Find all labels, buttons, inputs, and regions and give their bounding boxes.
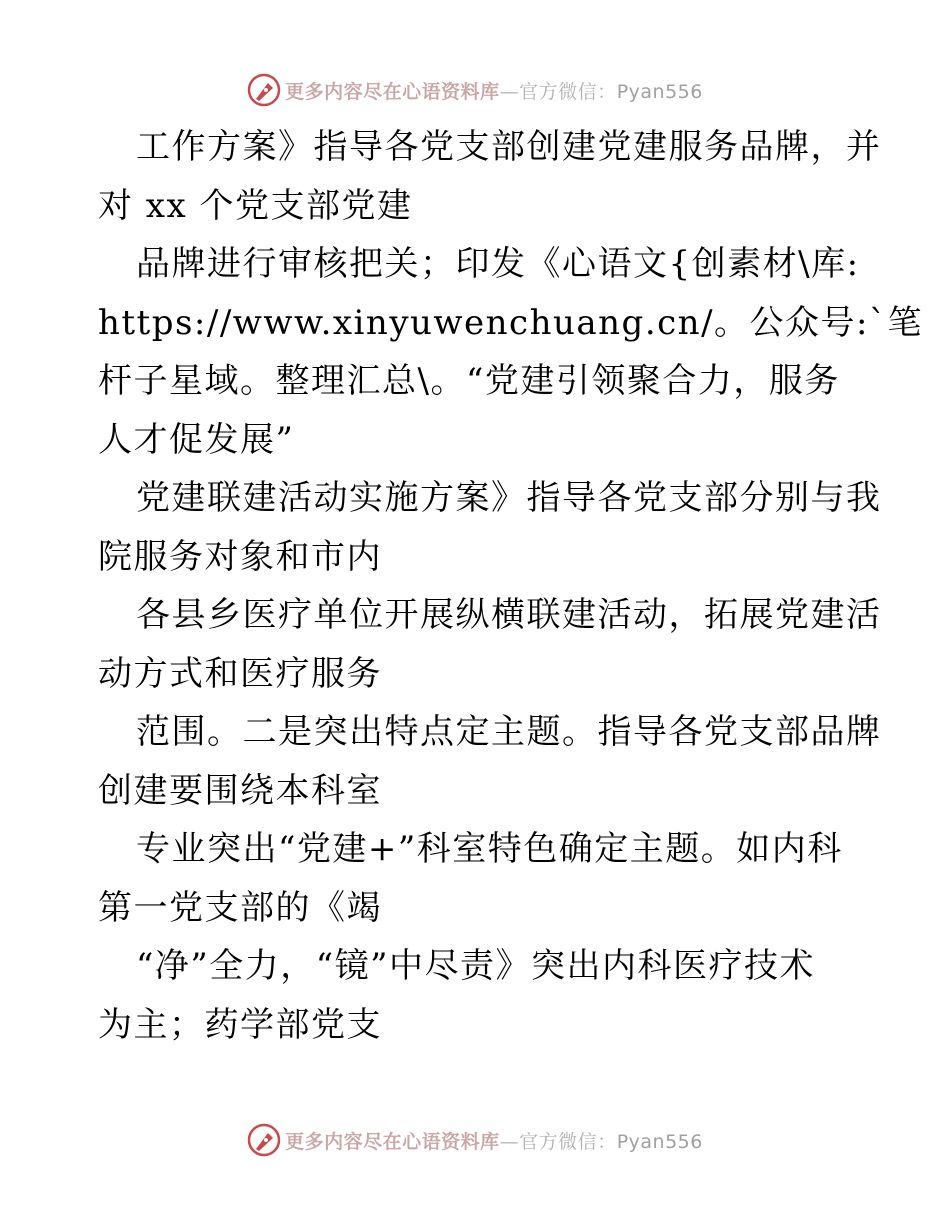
body-text-line: 范围。二是突出特点定主题。指导各党支部品牌 [136,712,882,752]
body-text-line: 创建要围绕本科室 [98,770,382,811]
body-text-line: 品牌进行审核把关；印发《心语文{创素材\库: [136,244,860,284]
header-banner-text [285,77,703,104]
footer-banner-side-text: 官方微信： [519,1130,617,1153]
body-text-line: https://www.xinyuwenchuang.cn/。公众号:`笔 [98,302,923,343]
footer-banner-account-id: Pyan556 [616,1130,703,1153]
pen-nib-logo-icon [247,1123,281,1157]
footer-banner-dash: — [499,1130,520,1153]
footer-banner-main-text: 更多内容尽在心语资料库 [285,1130,500,1153]
body-text-line: 各县乡医疗单位开展纵横联建活动，拓展党建活 [136,595,882,635]
footer-banner-text [285,1127,703,1154]
body-text-line: “净”全力，“镜”中尽责》突出内科医疗技术 [136,946,816,986]
header-banner-main-text: 更多内容尽在心语资料库 [285,80,500,103]
header-banner [0,72,950,108]
body-text-line: 对 xx 个党支部党建 [98,185,413,226]
body-text-line: 杆子星域。整理汇总\。“党建引领聚合力，服务 [98,361,840,401]
body-text-line: 为主；药学部党支 [98,1004,382,1045]
body-text-line: 第一党支部的《竭 [98,887,382,928]
header-banner-side-text: 官方微信： [519,80,617,103]
body-text-line: 动方式和医疗服务 [98,653,382,694]
body-text-line: 人才促发展” [98,419,295,460]
body-text-line: 专业突出“党建+”科室特色确定主题。如内科 [136,829,843,869]
body-text-line: 工作方案》指导各党支部创建党建服务品牌，并 [136,127,882,167]
footer-banner [0,1122,950,1158]
pen-nib-logo-icon [247,73,281,107]
body-text-line: 院服务对象和市内 [98,536,382,577]
document-body [98,118,923,1054]
body-text-line: 党建联建活动实施方案》指导各党支部分别与我 [136,478,882,518]
header-banner-account-id: Pyan556 [616,80,703,103]
header-banner-dash: — [499,80,520,103]
